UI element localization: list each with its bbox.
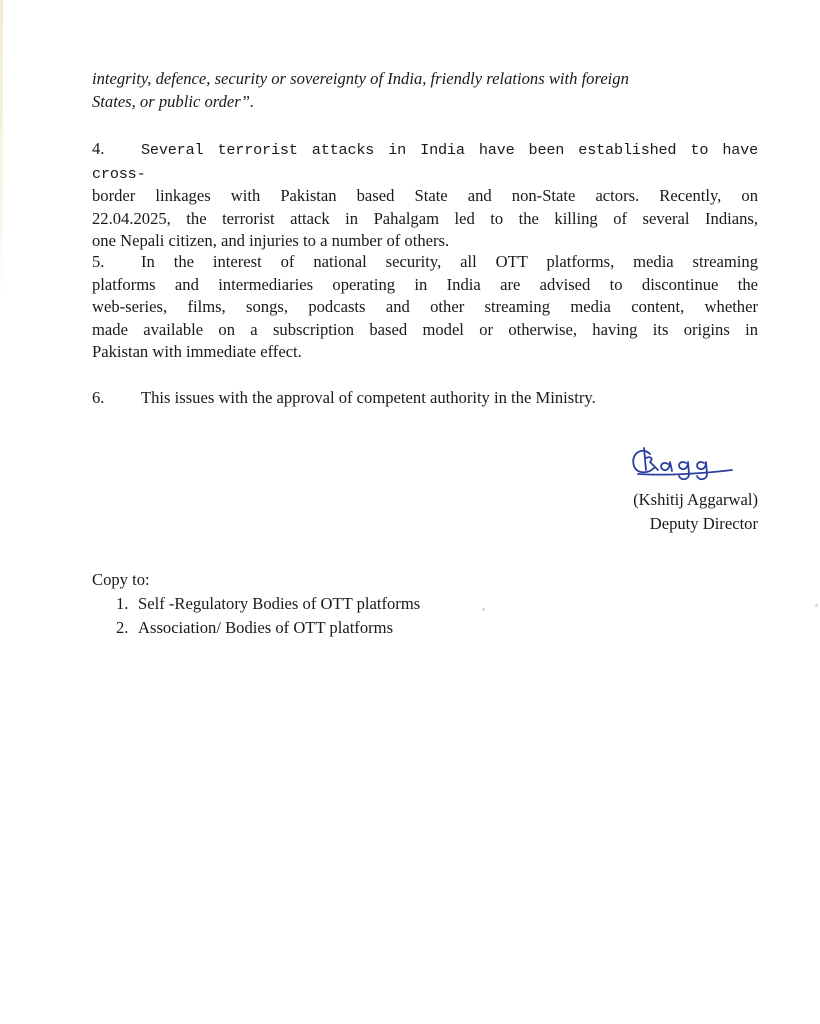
paragraph-number: 6. xyxy=(92,388,105,407)
list-item xyxy=(92,616,420,640)
list-item-text: Association/ Bodies of OTT platforms xyxy=(138,618,394,637)
paragraph-5 xyxy=(92,251,758,364)
paragraph-line xyxy=(92,251,758,274)
paragraph-line: platforms and intermediaries operating in India are advised to discontinue the xyxy=(92,274,758,294)
list-item-number: 1. xyxy=(116,594,129,613)
copy-to-section xyxy=(92,568,420,640)
list-item xyxy=(92,592,420,616)
list-item-number: 2. xyxy=(116,618,129,637)
paragraph-line: made available on a subscription based model or otherwise, having its origins in xyxy=(92,319,758,339)
paragraph-line: Pakistan with immediate effect. xyxy=(92,342,302,361)
paragraph-text: Several terrorist attacks in India have been established to have cross- xyxy=(92,141,758,183)
scan-speck xyxy=(482,608,485,611)
signatory-name: (Kshitij Aggarwal) xyxy=(633,490,758,509)
page-edge-shadow xyxy=(0,0,3,300)
paragraph-line: border linkages with Pakistan based State and non-State actors. Recently, on xyxy=(92,186,758,205)
paragraph-line: web-series, films, songs, podcasts and other streaming media content, whether xyxy=(92,297,758,316)
paragraph-number: 5. xyxy=(92,252,105,271)
paragraph-text: This issues with the approval of competent authority in the Ministry. xyxy=(141,388,596,407)
paragraph-line xyxy=(92,138,758,185)
scan-speck xyxy=(815,604,818,607)
paragraph-line: one Nepali citizen, and injuries to a number of others. xyxy=(92,231,450,250)
quote-line: integrity, defence, security or sovereignty of India, friendly relations with foreign xyxy=(92,69,629,88)
quoted-text-continuation xyxy=(92,68,758,113)
signatory-designation: Deputy Director xyxy=(649,514,758,533)
paragraph-number: 4. xyxy=(92,139,105,158)
copy-to-heading: Copy to: xyxy=(92,570,150,589)
paragraph-text: In the interest of national security, all OTT platforms, media streaming xyxy=(141,252,758,271)
paragraph-6 xyxy=(92,387,758,410)
signatory-block xyxy=(633,488,758,536)
copy-to-list xyxy=(92,592,420,640)
quote-line: States, or public order”. xyxy=(92,91,255,111)
paragraph-4 xyxy=(92,138,758,253)
paragraph-line: 22.04.2025, the terrorist attack in Pahalgam led to the killing of several Indians, xyxy=(92,208,758,228)
handwritten-signature xyxy=(628,440,740,486)
list-item-text: Self -Regulatory Bodies of OTT platforms xyxy=(138,594,421,613)
